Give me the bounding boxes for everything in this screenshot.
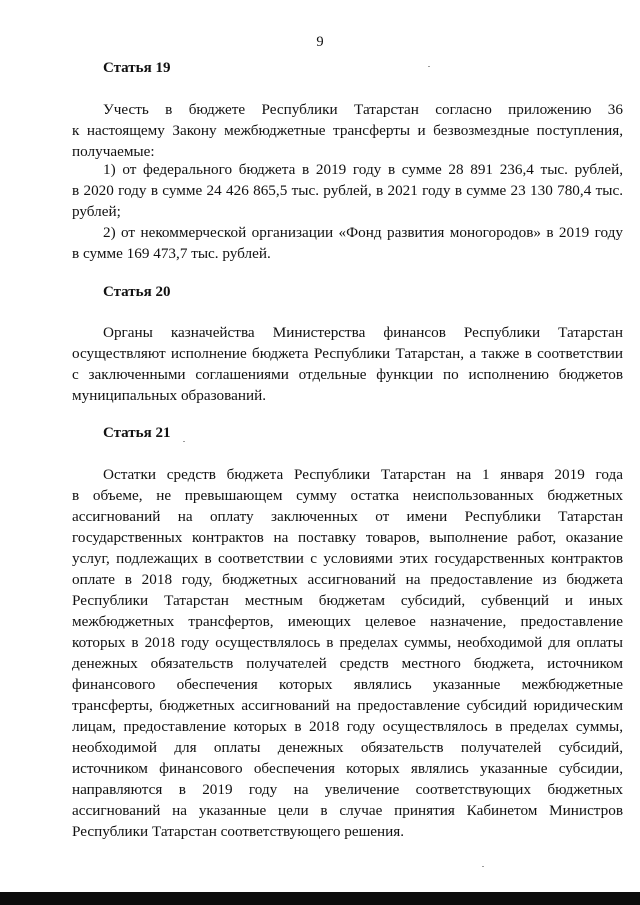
article-19-paragraph-2 xyxy=(72,159,623,222)
text-line: ассигнований на указанные цели в случае принятия Кабинетом Министров xyxy=(72,802,623,819)
scan-speck xyxy=(183,441,185,442)
text-line: государственных контрактов на поставку товаров, выполнение работ, оказание xyxy=(72,529,623,546)
text-line: лицам, предоставление которых в 2018 году осуществлялось в пределах суммы, xyxy=(72,718,623,735)
text-line: осуществляют исполнение бюджета Республики Татарстан, а также в соответствии xyxy=(72,345,623,362)
text-line: направляются в 2019 году на увеличение соответствующих бюджетных xyxy=(72,781,623,798)
text-line: трансферты, бюджетных ассигнований на предоставление субсидий юридическим xyxy=(72,697,623,714)
scan-edge-bar xyxy=(0,892,640,905)
text-line: которых в 2018 году осуществлялось в пределах суммы, необходимой для оплаты xyxy=(72,634,623,651)
text-line: в объеме, не превышающем сумму остатка неиспользованных бюджетных xyxy=(72,487,623,504)
text-line: источником финансового обеспечения которых являлись указанные субсидии, xyxy=(72,760,623,777)
text-line: денежных обязательств получателей средств местного бюджета, источником xyxy=(72,655,623,672)
text-line: необходимой для оплаты денежных обязательств получателей субсидий, xyxy=(72,739,623,756)
article-19-paragraph-1 xyxy=(72,99,623,162)
article-20-heading: Статья 20 xyxy=(103,284,171,300)
text-line: услуг, подлежащих в соответствии с условиями этих государственных контрактов xyxy=(72,550,623,567)
article-21-heading: Статья 21 xyxy=(103,425,171,441)
text-line: Органы казначейства Министерства финансов Республики Татарстан xyxy=(103,324,623,341)
text-line: межбюджетных трансфертов, имеющих целевое назначение, предоставление xyxy=(72,613,623,630)
text-line: получаемые: xyxy=(72,143,155,160)
text-line: Учесть в бюджете Республики Татарстан согласно приложению 36 xyxy=(103,101,623,118)
article-20-paragraph-1 xyxy=(72,322,623,406)
text-line: в 2020 году в сумме 24 426 865,5 тыс. рублей, в 2021 году в сумме 23 130 780,4 тыс. xyxy=(72,182,623,199)
text-line: оплате в 2018 году, бюджетных ассигнований на предоставление из бюджета xyxy=(72,571,623,588)
text-line: Республики Татарстан местным бюджетам субсидий, субвенций и иных xyxy=(72,592,623,609)
text-line: с заключенными соглашениями отдельные функции по исполнению бюджетов xyxy=(72,366,623,383)
text-line: муниципальных образований. xyxy=(72,387,266,404)
text-line: к настоящему Закону межбюджетные трансферты и безвозмездные поступления, xyxy=(72,122,623,139)
article-21-paragraph-1 xyxy=(72,464,623,842)
text-line: финансового обеспечения которых являлись указанные межбюджетные xyxy=(72,676,623,693)
text-line: Остатки средств бюджета Республики Татарстан на 1 января 2019 года xyxy=(103,466,623,483)
article-19-paragraph-3 xyxy=(72,222,623,264)
text-line: 1) от федерального бюджета в 2019 году в сумме 28 891 236,4 тыс. рублей, xyxy=(103,161,623,178)
scan-speck xyxy=(428,66,430,67)
text-line: ассигнований на оплату заключенных от имени Республики Татарстан xyxy=(72,508,623,525)
text-line: в сумме 169 473,7 тыс. рублей. xyxy=(72,245,271,262)
page-number: 9 xyxy=(316,34,324,50)
scan-speck xyxy=(482,866,484,867)
text-line: Республики Татарстан соответствующего решения. xyxy=(72,823,405,840)
text-line: 2) от некоммерческой организации «Фонд развития моногородов» в 2019 году xyxy=(103,224,623,241)
article-19-heading: Статья 19 xyxy=(103,60,171,76)
text-line: рублей; xyxy=(72,203,121,220)
